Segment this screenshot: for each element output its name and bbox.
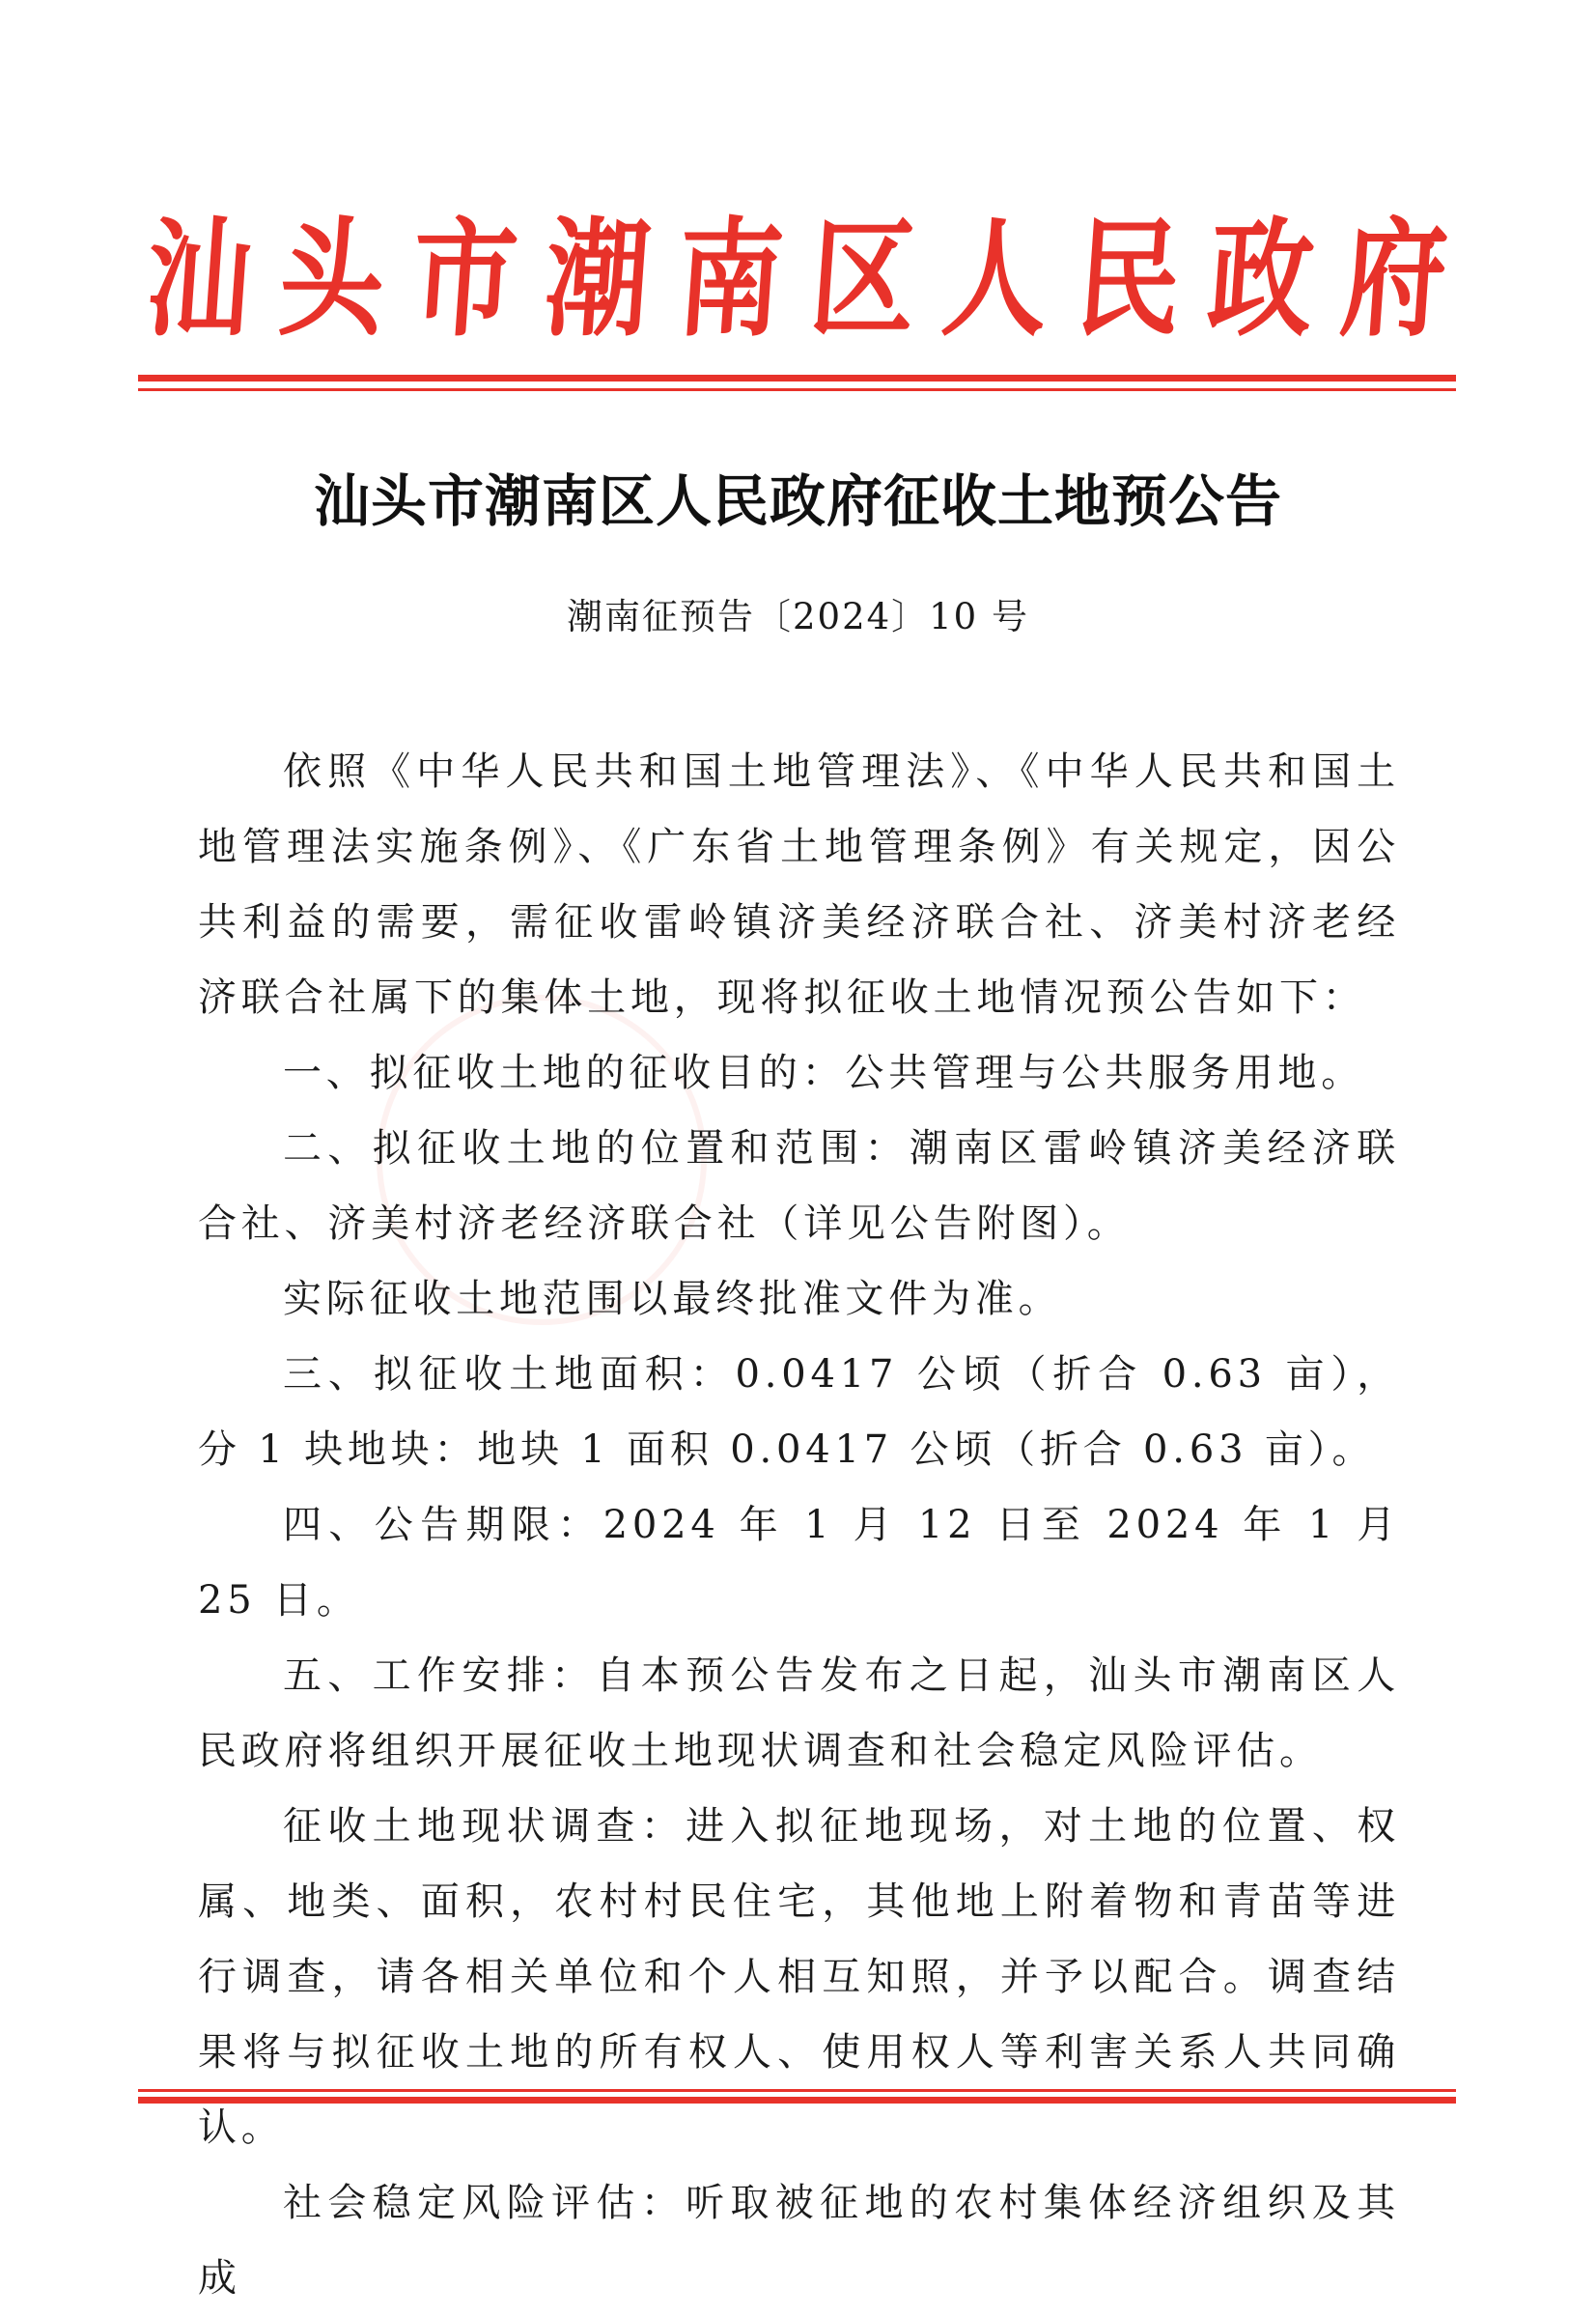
footer-divider-thick — [138, 2097, 1456, 2104]
body-paragraph: 征收土地现状调查：进入拟征地现场，对土地的位置、权属、地类、面积，农村村民住宅，其他地上附着物和青苗等进行调查，请各相关单位和个人相互知照，并予以配合。调查结果将与拟征收土地的所有权人、使用权人等利害关系人共同确认。 — [198, 1804, 1400, 2150]
masthead-char: 区 — [805, 205, 921, 354]
body-paragraph: 依照《中华人民共和国土地管理法》、《中华人民共和国土地管理法实施条例》、《广东省土地管理条例》有关规定，因公共利益的需要，需征收雷岭镇济美经济联合社、济美村济老经济联合社属下的集体土地，现将拟征收土地情况预公告如下： — [198, 749, 1400, 1020]
body-paragraph: 一、拟征收土地的征收目的：公共管理与公共服务用地。 — [283, 1051, 1364, 1095]
document-number: 潮南征预告〔2024〕10 号 — [566, 596, 1029, 637]
body-paragraph: 实际征收土地范围以最终批准文件为准。 — [283, 1277, 1062, 1321]
document-title: 汕头市潮南区人民政府征收土地预公告 — [313, 468, 1282, 534]
masthead-government-name — [128, 188, 1464, 372]
body-paragraph: 五、工作安排：自本预公告发布之日起，汕头市潮南区人民政府将组织开展征收土地现状调查和社会稳定风险评估。 — [198, 1653, 1400, 1773]
masthead-char: 政 — [1203, 205, 1319, 354]
masthead-char: 市 — [406, 205, 522, 354]
body-paragraph: 社会稳定风险评估：听取被征地的农村集体经济组织及其成 — [198, 2181, 1400, 2301]
body-paragraph: 二、拟征收土地的位置和范围：潮南区雷岭镇济美经济联合社、济美村济老经济联合社（详见公告附图）。 — [198, 1126, 1400, 1246]
document-body — [198, 734, 1400, 2316]
masthead-char: 南 — [672, 205, 788, 354]
masthead-char: 人 — [938, 205, 1053, 354]
masthead-char: 汕 — [141, 205, 257, 354]
masthead-divider-thin — [138, 388, 1456, 391]
masthead-char: 头 — [274, 205, 390, 354]
masthead-divider-thick — [138, 375, 1456, 381]
body-paragraph: 四、公告期限：2024 年 1 月 12 日至 2024 年 1 月 25 日。 — [198, 1503, 1400, 1623]
masthead-char: 民 — [1071, 205, 1187, 354]
footer-divider-thin — [138, 2089, 1456, 2092]
masthead-char: 潮 — [540, 205, 656, 354]
body-paragraph: 三、拟征收土地面积：0.0417 公顷（折合 0.63 亩），分 1 块地块：地块 1 面积 0.0417 公顷（折合 0.63 亩）。 — [198, 1352, 1400, 1472]
masthead-char: 府 — [1336, 205, 1452, 354]
